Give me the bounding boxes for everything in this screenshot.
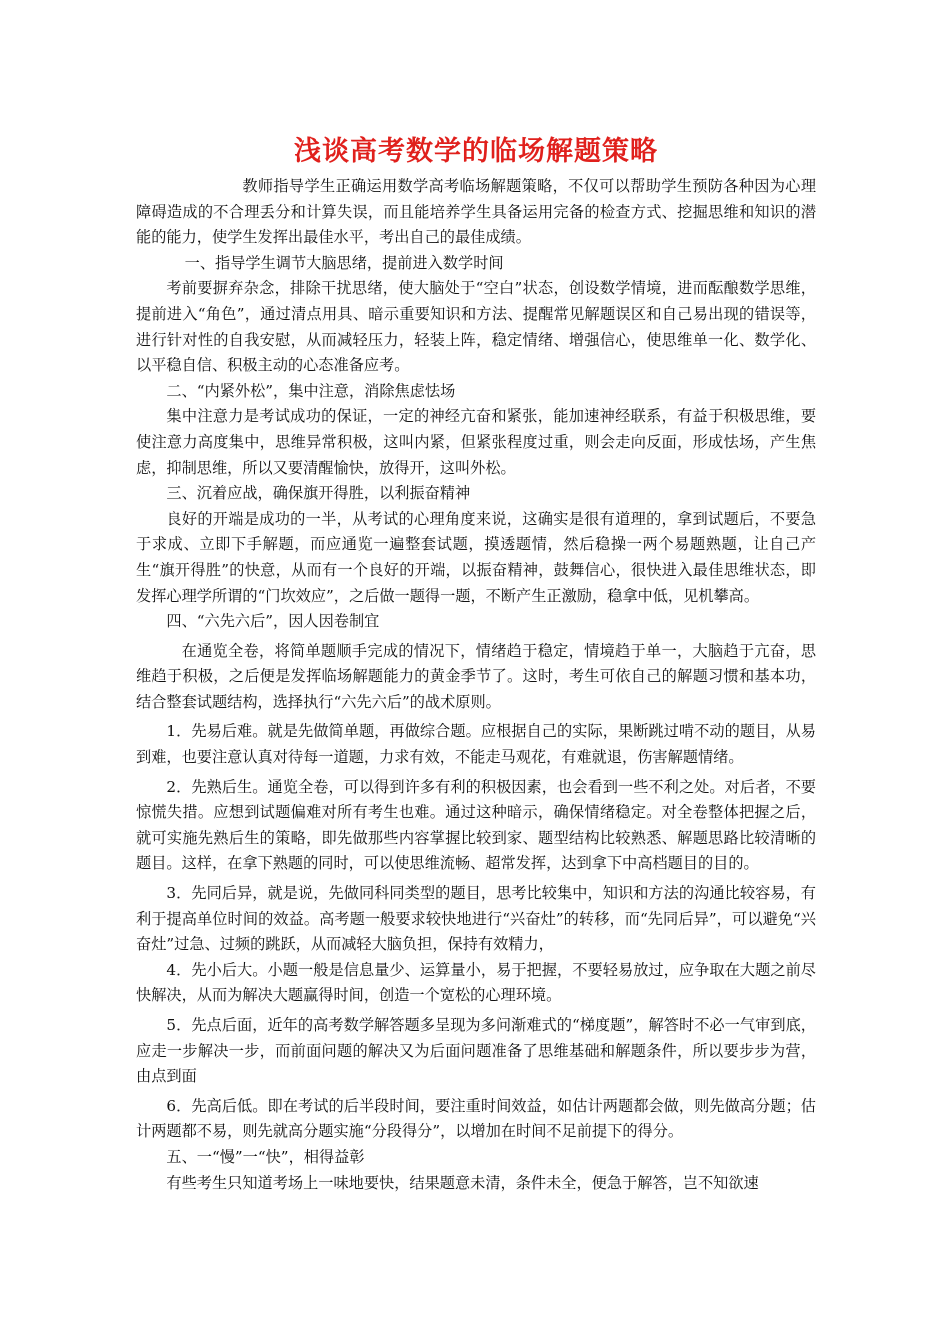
- list-item-6: 6．先高后低。即在考试的后半段时间，要注重时间效益，如估计两题都会做，则先做高分题；估计两题都不易，则先就高分题实施“分段得分”，以增加在时间不足前提下的得分。: [136, 1096, 816, 1141]
- section-3-body: 良好的开端是成功的一半，从考试的心理角度来说，这确实是很有道理的，拿到试题后，不要急于求成、立即下手解题，而应通览一遍整套试题，摸透题情，然后稳操一两个易题熟题，让自己产生“旗开得胜”的快意，从而有一个良好的开端，以振奋精神，鼓舞信心，很快进入最佳思维状态，即发挥心理学所谓的“门坎效应”，之后做一题得一题，不断产生正激励，稳拿中低，见机攀高。: [136, 509, 816, 605]
- section-5-heading: 五、一“慢”一“快”，相得益彰: [166, 1147, 365, 1166]
- list-item-2: 2．先熟后生。通览全卷，可以得到许多有利的积极因素，也会看到一些不利之处。对后者，不要惊慌失措。应想到试题偏难对所有考生也难。通过这种暗示，确保情绪稳定。对全卷整体把握之后，就可实施先熟后生的策略，即先做那些内容掌握比较到家、题型结构比较熟悉、解题思路比较清晰的题目。这样，在拿下熟题的同时，可以使思维流畅、超常发挥，达到拿下中高档题目的目的。: [136, 777, 816, 873]
- list-item-3: 3．先同后异，就是说，先做同科同类型的题目，思考比较集中，知识和方法的沟通比较容易，有利于提高单位时间的效益。高考题一般要求较快地进行“兴奋灶”的转移，而“先同后异”，可以避免“兴奋灶”过急、过频的跳跃，从而减轻大脑负担，保持有效精力，: [136, 884, 816, 954]
- document-page: [136, 130, 816, 1196]
- section-5-body: 有些考生只知道考场上一味地要快，结果题意未清，条件未全，便急于解答，岂不知欲速: [166, 1173, 759, 1192]
- section-2-heading: 二、“内紧外松”，集中注意，消除焦虑怯场: [166, 381, 456, 400]
- section-2-body: 集中注意力是考试成功的保证，一定的神经亢奋和紧张，能加速神经联系，有益于积极思维，要使注意力高度集中，思维异常积极，这叫内紧，但紧张程度过重，则会走向反面，形成怯场，产生焦虑，抑制思维，所以又要清醒愉快，放得开，这叫外松。: [136, 407, 816, 477]
- section-3-heading: 三、沉着应战，确保旗开得胜，以利振奋精神: [166, 484, 471, 503]
- list-item-1: 1．先易后难。就是先做简单题，再做综合题。应根据自己的实际，果断跳过啃不动的题目，从易到难，也要注意认真对待每一道题，力求有效，不能走马观花，有难就退，伤害解题情绪。: [136, 722, 816, 767]
- list-item-5: 5．先点后面，近年的高考数学解答题多呈现为多问渐难式的“梯度题”，解答时不必一气审到底，应走一步解决一步，而前面问题的解决又为后面问题准备了思维基础和解题条件，所以要步步为营，由点到面: [136, 1016, 816, 1086]
- section-1-body: 考前要摒弃杂念，排除干扰思绪，使大脑处于“空白”状态，创设数学情境，进而酝酿数学思维，提前进入“角色”，通过清点用具、暗示重要知识和方法、提醒常见解题误区和自己易出现的错误等，进行针对性的自我安慰，从而减轻压力，轻装上阵，稳定情绪、增强信心，使思维单一化、数学化、以平稳自信、积极主动的心态准备应考。: [136, 279, 816, 375]
- list-item-4: 4．先小后大。小题一般是信息量少、运算量小，易于把握，不要轻易放过，应争取在大题之前尽快解决，从而为解决大题赢得时间，创造一个宽松的心理环境。: [136, 960, 816, 1005]
- section-1-heading: 一、指导学生调节大脑思绪，提前进入数学时间: [184, 253, 504, 272]
- document-title: 浅谈高考数学的临场解题策略: [294, 136, 658, 167]
- section-4-body: 在通览全卷，将简单题顺手完成的情况下，情绪趋于稳定，情境趋于单一，大脑趋于亢奋，思维趋于积极，之后便是发挥临场解题能力的黄金季节了。这时，考生可依自己的解题习惯和基本功，结合整套试题结构，选择执行“六先六后”的战术原则。: [136, 641, 816, 711]
- intro-paragraph: 教师指导学生正确运用数学高考临场解题策略，不仅可以帮助学生预防各种因为心理障碍造成的不合理丢分和计算失误，而且能培养学生具备运用完备的检查方式、挖掘思维和知识的潜能的能力，使学生发挥出最佳水平，考出自己的最佳成绩。: [136, 177, 816, 247]
- section-4-heading: 四、“六先六后”，因人因卷制宜: [166, 612, 380, 631]
